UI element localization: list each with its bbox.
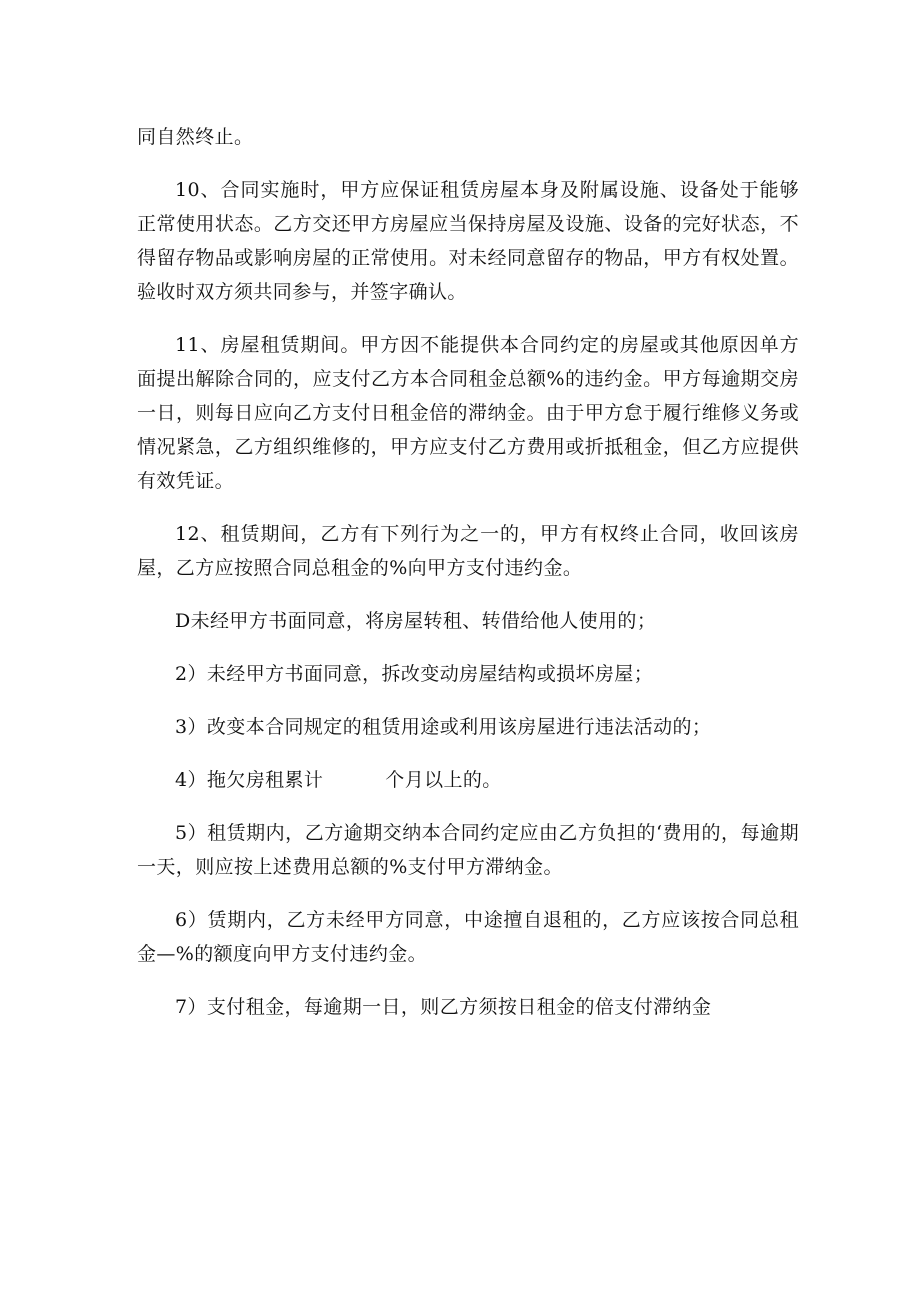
contract-text <box>137 120 799 1043</box>
clause-10: 10、合同实施时，甲方应保证租赁房屋本身及附属设施、设备处于能够正常使用状态。乙方交还甲方房屋应当保持房屋及设施、设备的完好状态，不得留存物品或影响房屋的正常使用。对未经同意留存的物品，甲方有权处置。验收时双方须共同参与，并签字确认。 <box>137 179 799 303</box>
paragraph-continuation: 同自然终止。 <box>137 126 254 148</box>
clause-12-item-5: 5）租赁期内，乙方逾期交纳本合同约定应由乙方负担的‘费用的，每逾期一天，则应按上述费用总额的%支付甲方滞纳金。 <box>137 822 799 878</box>
clause-12: 12、租赁期间，乙方有下列行为之一的，甲方有权终止合同，收回该房屋，乙方应按照合同总租金的%向甲方支付违约金。 <box>137 523 799 579</box>
clause-12-item-1: D未经甲方书面同意，将房屋转租、转借给他人使用的； <box>175 610 657 632</box>
clause-12-item-7: 7）支付租金，每逾期一日，则乙方须按日租金的倍支付滞纳金 <box>175 996 712 1018</box>
clause-12-item-3: 3）改变本合同规定的租赁用途或利用该房屋进行违法活动的； <box>175 716 712 738</box>
clause-12-item-4-before: 4）拖欠房租累计 <box>175 769 324 791</box>
clause-12-item-4 <box>137 763 799 797</box>
clause-11: 11、房屋租赁期间。甲方因不能提供本合同约定的房屋或其他原因单方面提出解除合同的，应支付乙方本合同租金总额%的违约金。甲方每逾期交房一日，则每日应向乙方支付日租金倍的滞纳金。由于甲方怠于履行维修义务或情况紧急，乙方组织维修的，甲方应支付乙方费用或折抵租金，但乙方应提供有效凭证。 <box>137 334 799 492</box>
clause-12-item-6: 6）赁期内，乙方未经甲方同意，中途擅自退租的，乙方应该按合同总租金—%的额度向甲方支付违约金。 <box>137 909 799 965</box>
clause-12-item-2: 2）未经甲方书面同意，拆改变动房屋结构或损坏房屋； <box>175 663 654 685</box>
clause-12-item-4-after: 个月以上的。 <box>385 769 502 791</box>
